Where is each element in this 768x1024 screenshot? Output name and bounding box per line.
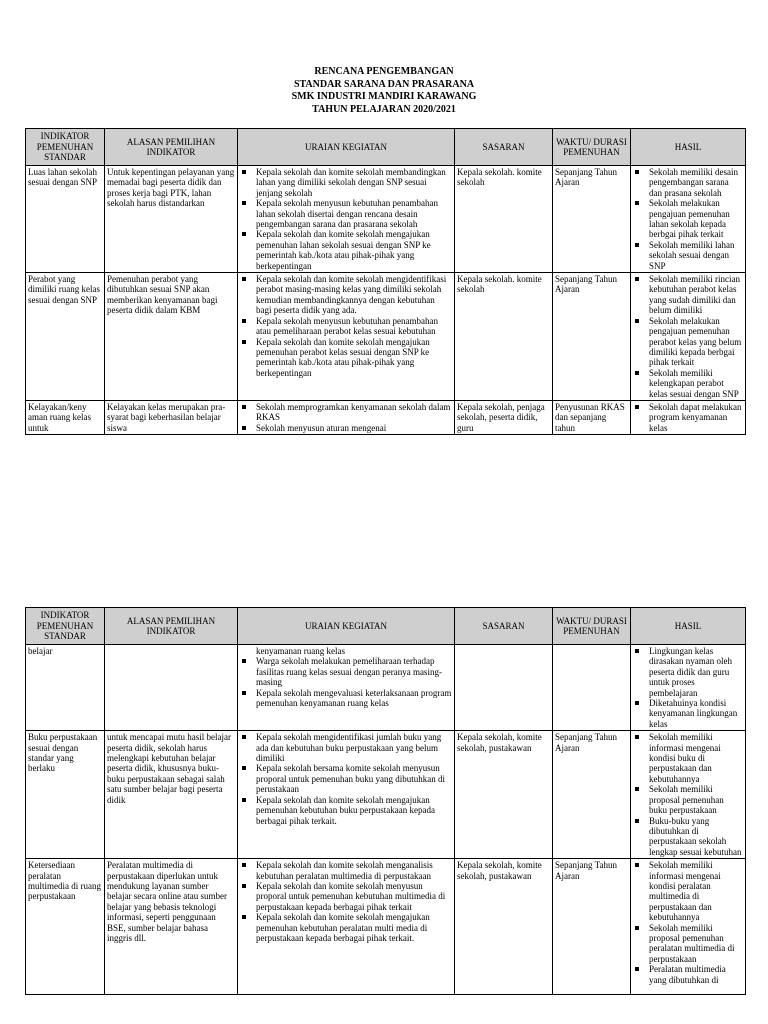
table-row <box>26 645 746 731</box>
table-header-row <box>26 608 746 645</box>
waktu-cell: Sepanjang Tahun Ajaran <box>553 166 631 273</box>
header-indikator: INDIKATOR PEMENUHAN STANDAR <box>26 608 105 645</box>
indikator-cell <box>26 400 105 434</box>
uraian-cell <box>238 645 455 731</box>
title-line: SMK INDUSTRI MANDIRI KARAWANG <box>291 91 477 102</box>
uraian-item: Kepala sekolah mengidentifikasi jumlah buku yang ada dan kebutuhan buku perpustakaan yang belum dimiliki <box>240 732 452 763</box>
header-hasil: HASIL <box>631 608 746 645</box>
uraian-cell <box>238 166 455 273</box>
sasaran-cell <box>455 400 553 434</box>
uraian-item: Kepala sekolah menyusun kebutuhan penambahan atau pemeliharaan perabot kelas sesuai kebutuhan <box>240 316 452 337</box>
waktu-text: Penyusunan RKAS dan sepanjang tahun <box>555 401 625 433</box>
plan-table-page-2 <box>25 607 746 995</box>
hasil-item: Diketahuinya kondisi kenyamanan lingkungan kelas <box>633 698 743 729</box>
uraian-item: Kepala sekolah mengevaluasi keterlaksanaan program pemenuhan kenyamanan ruang kelas <box>240 688 452 709</box>
header-waktu: WAKTU/ DURASI PEMENUHAN <box>553 608 631 645</box>
alasan-text: Kelayakan kelas merupakan pra-syarat bagi keberhasilan belajar siswa <box>107 401 226 433</box>
header-uraian: URAIAN KEGIATAN <box>238 129 455 166</box>
sasaran-cell: Kepala sekolah. komite sekolah <box>455 166 553 273</box>
hasil-item: Sekolah memiliki lahan sekolah sesuai dengan SNP <box>633 240 743 271</box>
table-row <box>26 166 746 273</box>
alasan-cell <box>105 400 238 434</box>
uraian-item: Warga sekolah melakukan pemeliharaan terhadap fasilitas ruang kelas sesuai dengan peranya masing-masing <box>240 656 452 687</box>
indikator-cell: Luas lahan sekolah sesuai dengan SNP <box>26 166 105 273</box>
hasil-item: Buku-buku yang dibutuhkan di perpustakaan sekolah lengkap sesuai kebutuhan <box>633 816 743 858</box>
uraian-item: Kepala sekolah dan komite sekolah mengajukan pemenuhan kebutuhan buku perpustakaan kepada berbagai pihak terkait. <box>240 795 452 826</box>
uraian-item: Kepala sekolah dan komite sekolah menganalisis kebutuhan peralatan multimedia di perpustakaan <box>240 860 452 881</box>
waktu-text: Sepanjang Tahun Ajaran <box>555 860 617 881</box>
uraian-continued: kenyamanan ruang kelas <box>256 646 345 656</box>
sasaran-cell: Kepala sekolah, komite sekolah, pustakawan <box>455 731 553 859</box>
indikator-cell <box>26 859 105 995</box>
indikator-cell: belajar <box>26 645 105 731</box>
table-row <box>26 859 746 995</box>
plan-table-page-1 <box>25 128 746 435</box>
hasil-item: Sekolah memiliki kelengkapan perabot kelas sesuai dengan SNP <box>633 368 743 399</box>
sasaran-cell <box>455 645 553 731</box>
uraian-cell <box>238 859 455 995</box>
title-line: TAHUN PELAJARAN 2020/2021 <box>312 103 456 115</box>
uraian-cell <box>238 731 455 859</box>
hasil-item: Sekolah memiliki proposal pemenuhan peralatan multimedia di perpustakaan <box>633 923 743 965</box>
sasaran-cell <box>455 859 553 995</box>
hasil-item: Sekolah melakukan pengajuan pemenuhan perabot kelas yang belum dimiliki kepada berbgai pihak terkait <box>633 316 743 368</box>
uraian-item: Kepala sekolah bersama komite sekolah menyusun proporal untuk pemenuhan buku yang dibutuhkan di perustakaan <box>240 763 452 794</box>
alasan-cell <box>105 645 238 731</box>
uraian-item: Sekolah memprogramkan kenyamanan sekolah dalam RKAS <box>240 402 452 423</box>
uraian-item: Kepala sekolah dan komite sekolah mengajukan pemenuhan kebutuhan peralatan multi media di perpustakaan kepada berbagai pihak terkait. <box>240 912 452 943</box>
indikator-text: Ketersediaan peralatan multimedia di ruang perpustakaan <box>28 860 101 902</box>
indikator-text: Kelayakan/keny aman ruang kelas untuk <box>28 401 91 433</box>
hasil-item: Sekolah memiliki proposal pemenuhan buku perpustakaan <box>633 784 743 815</box>
waktu-cell: Sepanjang Tahun Ajaran <box>553 273 631 401</box>
header-alasan: ALASAN PEMILIHAN INDIKATOR <box>105 129 238 166</box>
document-title <box>0 66 768 116</box>
hasil-item: Sekolah memiliki desain pengembangan sarana dan prasana sekolah <box>633 167 743 198</box>
hasil-item: Sekolah dapat melakukan program kenyamanan kelas <box>633 402 743 433</box>
uraian-item: Kepala sekolah dan komite sekolah membandingkan lahan yang dimiliki sekolah dengan SNP sesuai jenjang sekolah <box>240 167 452 198</box>
table-header-row <box>26 129 746 166</box>
hasil-item: Sekolah memiliki informasi mengenai kondisi peralatan multimedia di perpustakaan dan kebutuhannya <box>633 860 743 922</box>
hasil-cell <box>631 645 746 731</box>
hasil-cell <box>631 400 746 434</box>
alasan-text: Peralatan multimedia di perpustakaan diperlukan untuk mendukung layanan sumber belajar secara online atau sumber belajar yang bebasis teknologi informasi, seperti penggunaan BSE, sumber belajar bahasa inggris dll. <box>107 860 227 943</box>
alasan-cell <box>105 859 238 995</box>
uraian-cell <box>238 400 455 434</box>
uraian-wrap <box>240 860 452 993</box>
waktu-cell: Sepanjang Tahun Ajaran <box>553 731 631 859</box>
hasil-item: Sekolah melakukan pengajuan pemenuhan lahan sekolah kepada berbgai pihak terkait <box>633 198 743 240</box>
uraian-cell <box>238 273 455 401</box>
hasil-item: Sekolah memiliki informasi mengenai kondisi buku di perpustakaan dan kebutuhannya <box>633 732 743 784</box>
hasil-item: Sekolah memiliki rincian kebutuhan perabot kelas yang sudah dimiliki dan belum dimiliki <box>633 274 743 316</box>
uraian-item: Kepala sekolah dan komite sekolah menyusun proporal untuk pemenuhan kebutuhan multimedia di perpustakaan kepada berbagai pihak terkait <box>240 881 452 912</box>
header-waktu: WAKTU/ DURASI PEMENUHAN <box>553 129 631 166</box>
hasil-wrap <box>633 402 743 433</box>
hasil-item: Peralatan multimedia yang dibutuhkan di <box>633 964 743 985</box>
uraian-item: Kepala sekolah dan komite sekolah mengajukan pemenuhan perabot kelas sesuai dengan SNP ke pemerintah kab./kota atau pihak-pihak yang berkepentingan <box>240 337 452 379</box>
hasil-wrap <box>633 860 743 993</box>
alasan-cell: Untuk kepentingan pelayanan yang memadai bagi peserta didik dan proses kerja bagi PTK, lahan sekolah harus distandarkan <box>105 166 238 273</box>
hasil-item: Lingkungan kelas dirasakan nyaman oleh peserta didik dan guru untuk proses pembelajaran <box>633 646 743 698</box>
sasaran-cell: Kepala sekolah. komite sekolah <box>455 273 553 401</box>
header-uraian: URAIAN KEGIATAN <box>238 608 455 645</box>
uraian-wrap <box>240 402 452 433</box>
sasaran-text: Kepala sekolah, komite sekolah, pustakawan <box>457 860 542 881</box>
header-indikator: INDIKATOR PEMENUHAN STANDAR <box>26 129 105 166</box>
hasil-cell <box>631 166 746 273</box>
header-alasan: ALASAN PEMILIHAN INDIKATOR <box>105 608 238 645</box>
header-sasaran: SASARAN <box>455 129 553 166</box>
uraian-item: Kepala sekolah dan komite sekolah mengidentifikasi perabot masing-masing kelas yang dimiliki sekolah kemudian membandingkannya dengan kebutuhan bagi peserta didik yang ada. <box>240 274 452 316</box>
table-row <box>26 400 746 434</box>
table-row <box>26 273 746 401</box>
uraian-item: Kepala sekolah menyusun kebutuhan penambahan lahan sekolah disertai dengan rencana desain pengembangan sarana dan prasarana sekolah <box>240 198 452 229</box>
hasil-cell <box>631 859 746 995</box>
alasan-cell: Pemenuhan perabot yang dibutuhkan sesuai SNP akan memberikan kenyamanan bagi peserta didik dalam KBM <box>105 273 238 401</box>
waktu-cell <box>553 400 631 434</box>
indikator-cell: Perabot yang dimiliki ruang kelas sesuai dengan SNP <box>26 273 105 401</box>
waktu-cell <box>553 645 631 731</box>
uraian-item: Kepala sekolah dan komite sekolah mengajukan pemenuhan lahan sekolah sesuai dengan SNP ke pemerintah kab./kota atau pihak-pihak yang berkepentingan <box>240 229 452 271</box>
title-line: STANDAR SARANA DAN PRASARANA <box>293 78 475 90</box>
sasaran-text: Kepala sekolah, penjaga sekolah, peserta didik, guru <box>457 401 545 433</box>
title-line: RENCANA PENGEMBANGAN <box>314 66 454 77</box>
hasil-cell <box>631 273 746 401</box>
alasan-cell: untuk mencapai mutu hasil belajar peserta didik, sekolah harus melengkapi kebutuhan belajar peserta didik, khususnya buku-buku perpustakaan sebagai salah satu sumber belajar bagi peserta didik <box>105 731 238 859</box>
hasil-cell <box>631 731 746 859</box>
header-hasil: HASIL <box>631 129 746 166</box>
header-sasaran: SASARAN <box>455 608 553 645</box>
indikator-cell: Buku perpustakaan sesuai dengan standar yang berlaku <box>26 731 105 859</box>
uraian-item: Sekolah menyusun aturan mengenai <box>240 423 452 433</box>
waktu-cell <box>553 859 631 995</box>
table-row <box>26 731 746 859</box>
